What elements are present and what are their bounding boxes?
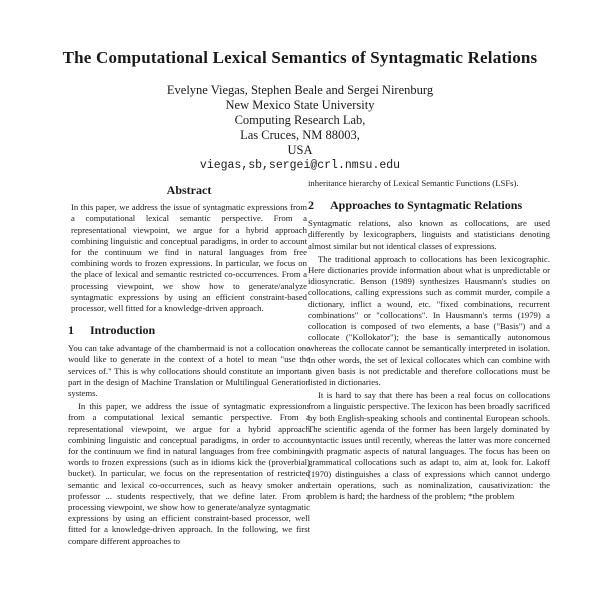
abstract-heading: Abstract [166,183,212,197]
section-title: Approaches to Syntagmatic Relations [330,198,523,213]
affiliation: New Mexico State University [225,98,375,112]
author-names: Evelyne Viegas, Stephen Beale and Sergei Nirenburg [166,83,434,97]
city: Las Cruces, NM 88003, [240,128,360,142]
lab-name: Computing Research Lab, [234,113,366,127]
intro-paragraph-1: You can take advantage of the chambermaid is not a collocation one would like to generate in the context of a hotel to mean "use the services of." This is why collocations should constitute an important part in the design of Machine Translation or Multilingual Generation systems. [68,343,310,399]
continued-paragraph: inheritance hierarchy of Lexical Semantic Functions (LSFs). [308,178,519,188]
approaches-paragraph-2: The traditional approach to collocations has been lexicographic. Here dictionaries provide information about what is unpredictable or idiosyncratic. Benson (1989) synthesizes Hausmann's studies on collocations, calling expressions such as commit murder, compile a dictionary, inflict a wound, etc. "fixed combinations, recurrent combinations" or "collocations". In Hausmann's terms (1979) a collocation is composed of two elements, a base ("Basis") and a collocate ("Kollokator"); the base is semantically autonomous whereas the collocate cannot be semantically interpreted in isolation. In other words, the set of lexical collocates which can combine with a given basis is not predictable and therefore collocations must be listed in dictionaries. [308,253,550,388]
section-heading-introduction [68,324,310,337]
section-title: Introduction [90,323,156,338]
paper-title: The Computational Lexical Semantics of Syntagmatic Relations [62,48,538,67]
country: USA [287,143,313,157]
right-column [308,178,550,504]
section-heading-approaches [308,199,550,212]
approaches-paragraph-3: It is hard to say that there has been a real focus on collocations from a linguistic perspective. The lexicon has been broadly sacrificed by both English-speaking schools and continental European schools. The scientific agenda of the former has been largely dominated by syntactic issues until recently, whereas the latter was more concerned with pragmatic aspects of natural languages. The focus has been on grammatical collocations such as adapt to, aim at, look for. Lakoff (1970) distinguishes a class of expressions which cannot undergo certain operations, such as nominalization, causativization: the problem is hard; the hardness of the problem; *the problem [308,390,550,502]
email-address: viegas,sb,sergei@crl.nmsu.edu [199,159,401,172]
section-number: 2 [308,198,314,213]
intro-paragraph-2: In this paper, we address the issue of syntagmatic expressions from a computational lexical semantic perspective. From a representational viewpoint, we argue for a hybrid approach combining linguistic and conceptual paradigms, in order to account for the continuum we find in natural languages from free combining words to frozen expressions (such as in idioms kick the (proverbial) bucket). In particular, we focus on the representation of restricted semantic and lexical co-occurrences, such as heavy smoker and professor ... students respectively, that we define later. From a processing viewpoint, we show how to generate/analyze syntagmatic expressions by using an efficient constraint-based processor, well fitted for a knowledge-driven approach. In the following, we first compare different approaches to [68,401,310,546]
left-column [68,185,310,549]
approaches-paragraph-1: Syntagmatic relations, also known as collocations, are used differently by lexicographers, linguists and statisticians denoting almost similar but not identical classes of expressions. [308,218,550,251]
author-block [0,83,600,173]
section-number: 1 [68,323,74,338]
abstract-text: In this paper, we address the issue of syntagmatic expressions from a computational lexical semantic perspective. From a representational viewpoint, we argue for a hybrid approach combining linguistic and conceptual paradigms, in order to account for the continuum we find in natural languages from free combining words to frozen expressions. In particular, we focus on the place of lexical and semantic restricted co-occurrences. From a processing viewpoint, we show how to generate/analyze syntagmatic expressions by using an efficient constraint-based processor, well fitted for a knowledge-driven approach. [71,202,307,314]
